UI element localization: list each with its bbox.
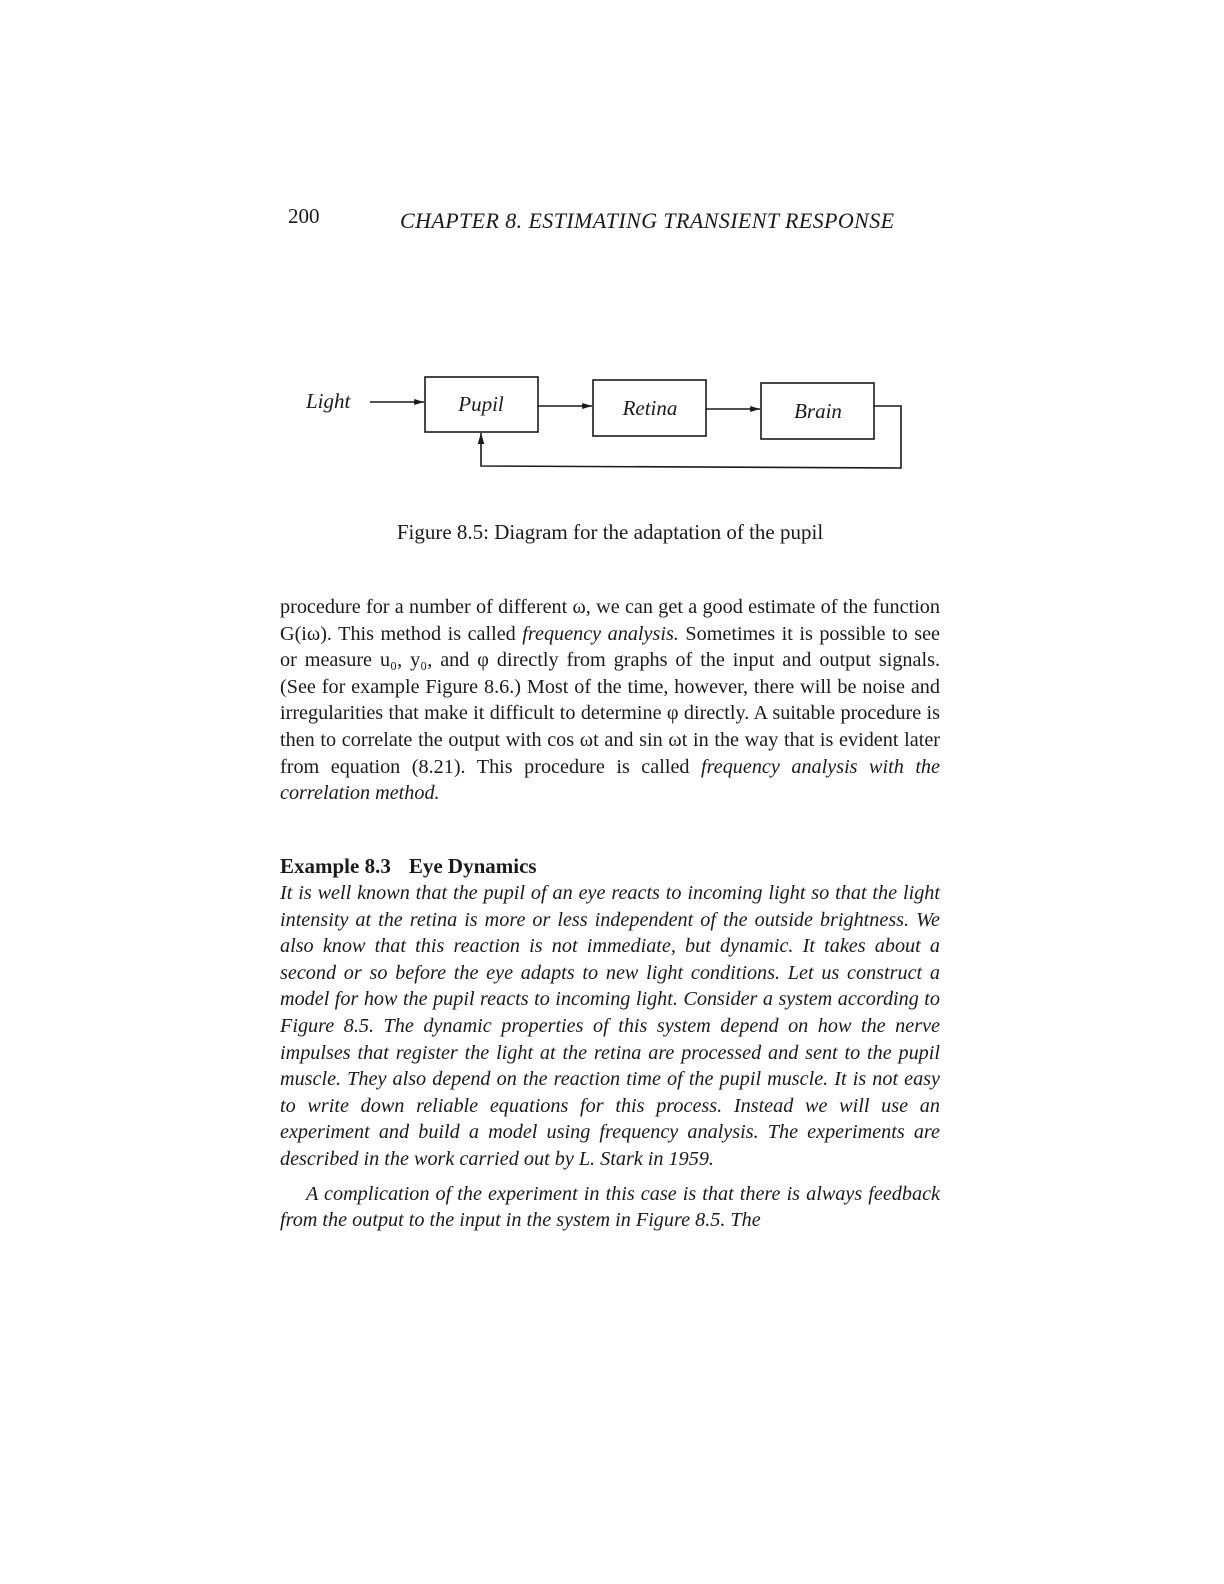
- figure-8-5-block-diagram: [300, 370, 920, 480]
- running-head: CHAPTER 8. ESTIMATING TRANSIENT RESPONSE: [400, 208, 895, 233]
- example-heading: [280, 854, 537, 879]
- example-paragraph: It is well known that the pupil of an eye reacts to incoming light so that the light intensity at the retina is more or less independent of the outside brightness. We also know that this reaction is not immediate, but dynamic. It takes about a second or so before the eye adapts to new light conditions. Let us construct a model for how the pupil reacts to incoming light. Consider a system according to Figure 8.5. The dynamic properties of this system depend on how the nerve impulses that register the light at the retina are processed and sent to the pupil muscle. They also depend on the reaction time of the pupil muscle. It is not easy to write down reliable equations for this process. Instead we will use an experiment and build a model using frequency analysis. The experiments are described in the work carried out by L. Stark in 1959.: [280, 882, 940, 1170]
- term-correlation-method: frequency analysis with the correlation method.: [280, 755, 940, 805]
- body-paragraph: [280, 594, 940, 807]
- block-label-retina: Retina: [622, 396, 678, 420]
- example-title: Eye Dynamics: [408, 854, 537, 878]
- figure-caption: Figure 8.5: Diagram for the adaptation of the pupil: [396, 520, 824, 544]
- page-header: [288, 200, 948, 236]
- block-label-pupil: Pupil: [458, 392, 504, 416]
- input-label-light: Light: [306, 389, 351, 413]
- example-body: [280, 880, 940, 1234]
- para-text: procedure for a number of different ω, we can get a good estimate of the function G(iω). This method is called: [280, 596, 940, 645]
- block-diagram-svg: [300, 370, 920, 480]
- block-label-brain: Brain: [794, 399, 842, 423]
- example-paragraph: A complication of the experiment in this case is that there is always feedback from the output to the input in the system in Figure 8.5. The: [280, 1182, 940, 1232]
- example-number: Example 8.3: [280, 854, 391, 878]
- para-text: Sometimes it is possible to see or measure u₀, y₀, and φ directly from graphs of the input and output signals. (See for example Figure 8.6.) Most of the time, however, there will be noise and irregularities that make it difficult to determine φ directly. A suitable procedure is then to correlate the output with cos ωt and sin ωt in the way that is evident later from equation (8.21). This procedure is called: [280, 622, 940, 778]
- term-frequency-analysis: frequency analysis.: [522, 622, 679, 645]
- page-number: 200: [288, 204, 320, 228]
